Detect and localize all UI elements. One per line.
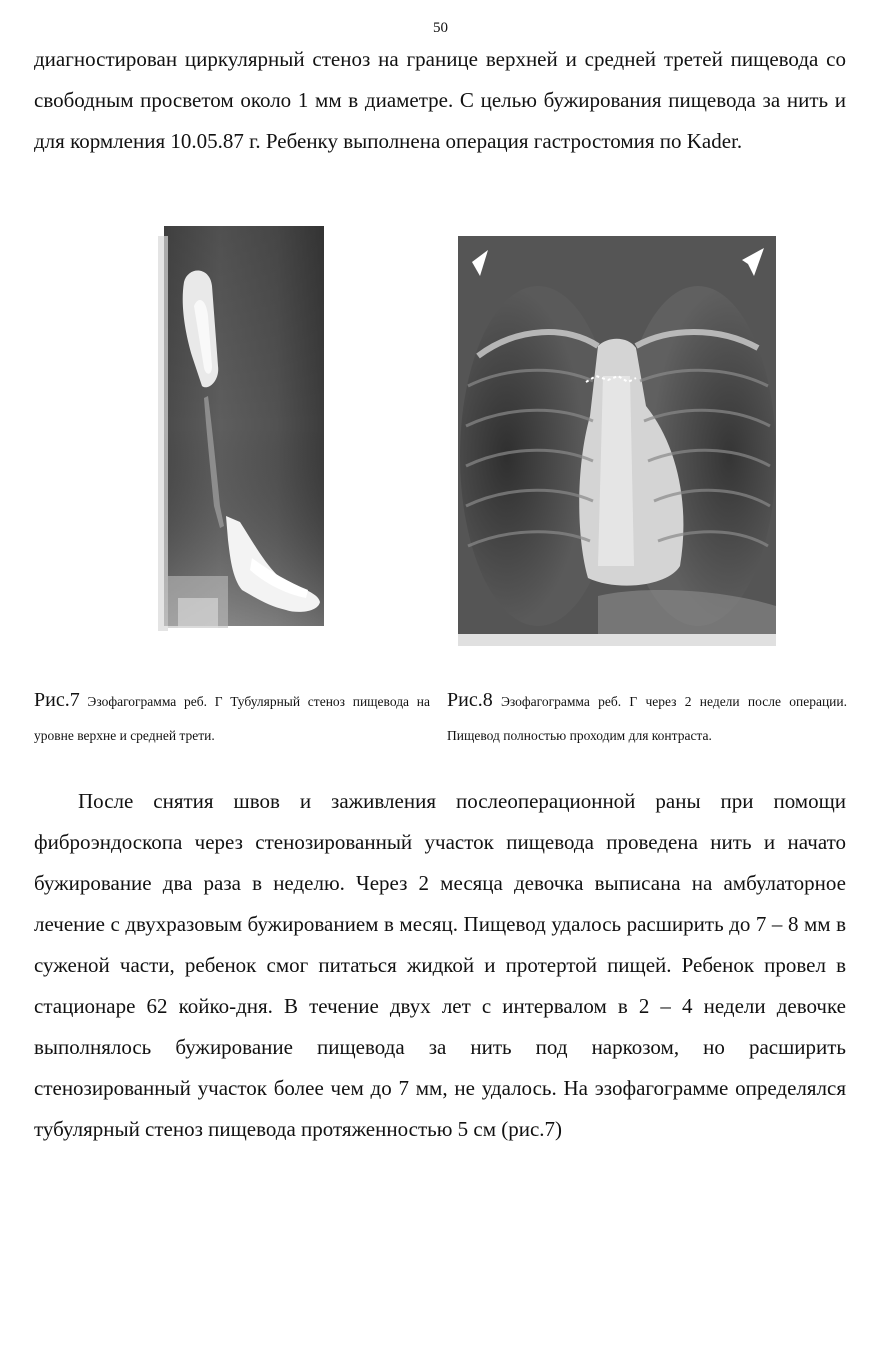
figure-7-caption-text: Эзофагограмма реб. Г Тубулярный стеноз пищевода на уровне верхне и средней трети.: [34, 694, 430, 743]
figure-7-label: Рис.7: [34, 689, 80, 711]
figure-7-caption: [34, 683, 430, 753]
paragraph-main: После снятия швов и заживления послеоперационной раны при помощи фиброэндоскопа через стенозированный участок пищевода проведена нить и начато бужирование два раза в неделю. Через 2 месяца девочка выписана на амбулаторное лечение с двухразовым бужированием в месяц. Пищевод удалось расширить до 7 – 8 мм в суженой части, ребенок смог питаться жидкой и протертой пищей. Ребенок провел в стационаре 62 койко-дня. В течение двух лет с интервалом в 2 – 4 недели девочке выполнялось бужирование пищевода за нить под наркозом, но расширить стенозированный участок более чем до 7 мм, не удалось. На эзофагограмме определялся тубулярный стеноз пищевода протяженностью 5 см (рис.7): [34, 789, 846, 1141]
page-number: 50: [433, 20, 448, 36]
figure-8-caption: [447, 683, 847, 753]
paragraph-intro: диагностирован циркулярный стеноз на границе верхней и средней третей пищевода со свободным просветом около 1 мм в диаметре. С целью бужирования пищевода за нить и для кормления 10.05.87 г. Ребенку выполнена операция гастростомия по Kader.: [34, 47, 846, 153]
figure-8-label: Рис.8: [447, 689, 493, 711]
figure-7-xray-image: [158, 226, 326, 634]
figure-8-caption-text: Эзофагограмма реб. Г через 2 недели после операции. Пищевод полностью проходим для контраста.: [447, 694, 847, 743]
figure-8-xray-image: [458, 236, 776, 646]
